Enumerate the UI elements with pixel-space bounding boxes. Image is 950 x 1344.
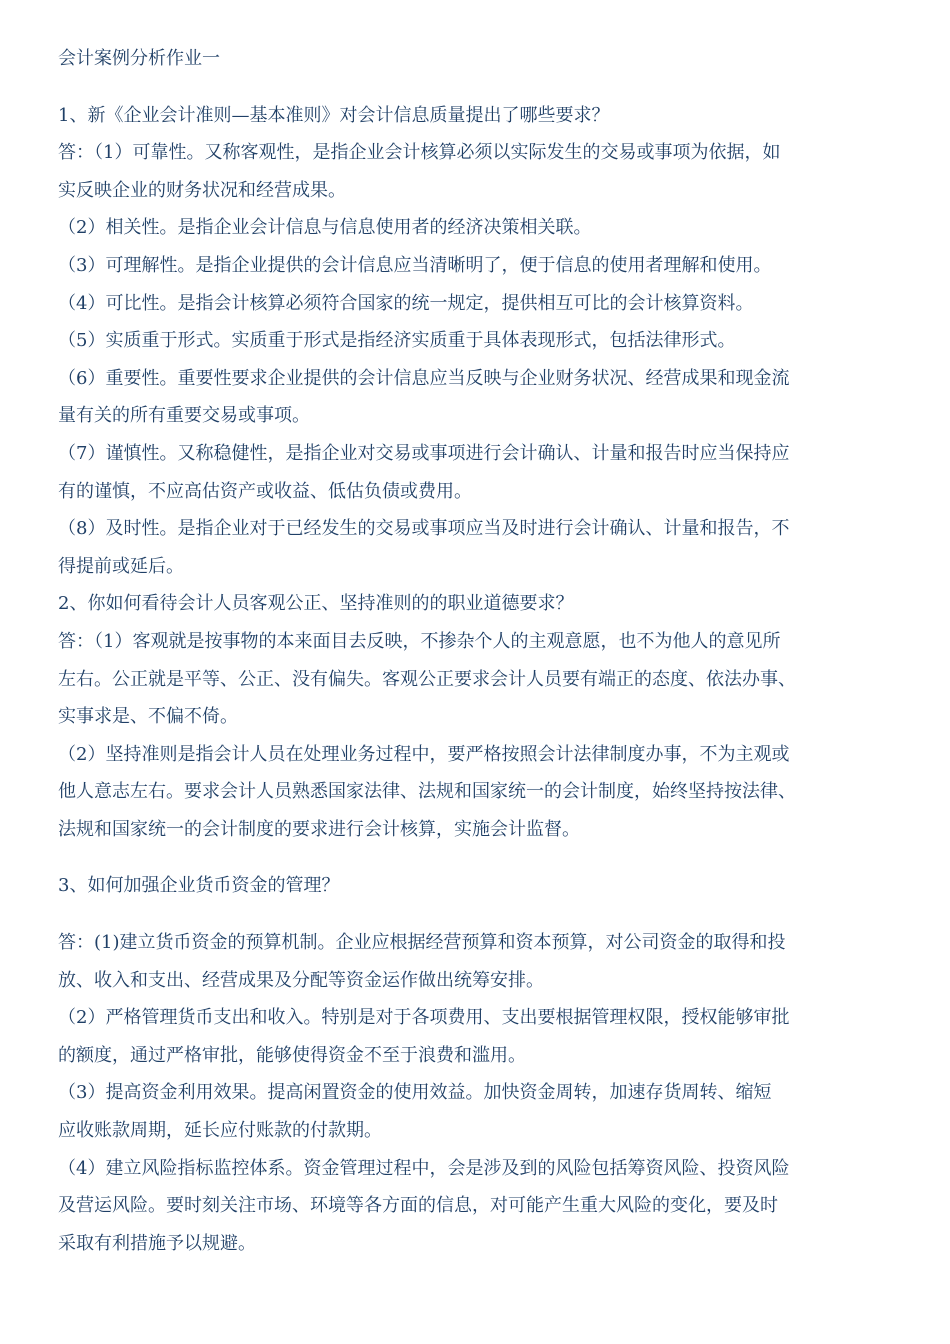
answer-line: 得提前或延后。 — [58, 555, 184, 577]
answer-line: （4）可比性。是指会计核算必须符合国家的统一规定，提供相互可比的会计核算资料。 — [58, 292, 754, 314]
answer-line: （6）重要性。重要性要求企业提供的会计信息应当反映与企业财务状况、经营成果和现金流 — [58, 367, 790, 389]
document-page — [58, 40, 902, 1262]
answer-line: （8）及时性。是指企业对于已经发生的交易或事项应当及时进行会计确认、计量和报告，不 — [58, 518, 790, 540]
answer-line: （2）相关性。是指企业会计信息与信息使用者的经济决策相关联。 — [58, 217, 592, 239]
answer-line: 答：（1）客观就是按事物的本来面目去反映，不掺杂个人的主观意愿，也不为他人的意见所 — [58, 630, 781, 652]
answer-line: 量有关的所有重要交易或事项。 — [58, 405, 310, 427]
answer-line: 实事求是、不偏不倚。 — [58, 706, 238, 728]
answer-line: （5）实质重于形式。实质重于形式是指经济实质重于具体表现形式，包括法律形式。 — [58, 330, 736, 352]
answer-line: 实反映企业的财务状况和经营成果。 — [58, 179, 346, 201]
question-3-heading: 3、如何加强企业货币资金的管理？ — [58, 875, 340, 897]
answer-line: 应收账款周期，延长应付账款的付款期。 — [58, 1120, 382, 1142]
answer-line: （4）建立风险指标监控体系。资金管理过程中，会是涉及到的风险包括筹资风险、投资风险 — [58, 1157, 790, 1179]
answer-line: 放、收入和支出、经营成果及分配等资金运作做出统筹安排。 — [58, 969, 544, 991]
answer-line: （2）坚持准则是指会计人员在处理业务过程中，要严格按照会计法律制度办事，不为主观或 — [58, 743, 790, 765]
answer-line: 答：(1)建立货币资金的预算机制。企业应根据经营预算和资本预算，对公司资金的取得和投 — [58, 932, 786, 954]
question-1-heading: 1、新《企业会计准则—基本准则》对会计信息质量提出了哪些要求？ — [58, 104, 610, 126]
answer-line: 的额度，通过严格审批，能够使得资金不至于浪费和滥用。 — [58, 1044, 526, 1066]
answer-line: 左右。公正就是平等、公正、没有偏失。客观公正要求会计人员要有端正的态度、依法办事、 — [58, 668, 796, 690]
question-2-heading: 2、你如何看待会计人员客观公正、坚持准则的的职业道德要求？ — [58, 593, 574, 615]
answer-line: （3）可理解性。是指企业提供的会计信息应当清晰明了，便于信息的使用者理解和使用。 — [58, 254, 772, 276]
answer-line: （7）谨慎性。又称稳健性，是指企业对交易或事项进行会计确认、计量和报告时应当保持应 — [58, 442, 790, 464]
answer-line: 及营运风险。要时刻关注市场、环境等各方面的信息，对可能产生重大风险的变化，要及时 — [58, 1195, 778, 1217]
answer-line: 采取有利措施予以规避。 — [58, 1232, 256, 1254]
answer-line: 他人意志左右。要求会计人员熟悉国家法律、法规和国家统一的会计制度，始终坚持按法律、 — [58, 781, 796, 803]
question-2-section — [58, 585, 902, 848]
document-title: 会计案例分析作业一 — [58, 48, 220, 69]
question-1-section — [58, 97, 902, 586]
answer-line: （2）严格管理货币支出和收入。特别是对于各项费用、支出要根据管理权限，授权能够审批 — [58, 1007, 790, 1029]
answer-line: （3）提高资金利用效果。提高闲置资金的使用效益。加快资金周转，加速存货周转、缩短 — [58, 1082, 772, 1104]
question-3-section — [58, 867, 902, 1262]
answer-line: 法规和国家统一的会计制度的要求进行会计核算，实施会计监督。 — [58, 818, 580, 840]
answer-line: 有的谨慎，不应高估资产或收益、低估负债或费用。 — [58, 480, 472, 502]
answer-line: 答：（1）可靠性。又称客观性，是指企业会计核算必须以实际发生的交易或事项为依据，如 — [58, 142, 781, 164]
